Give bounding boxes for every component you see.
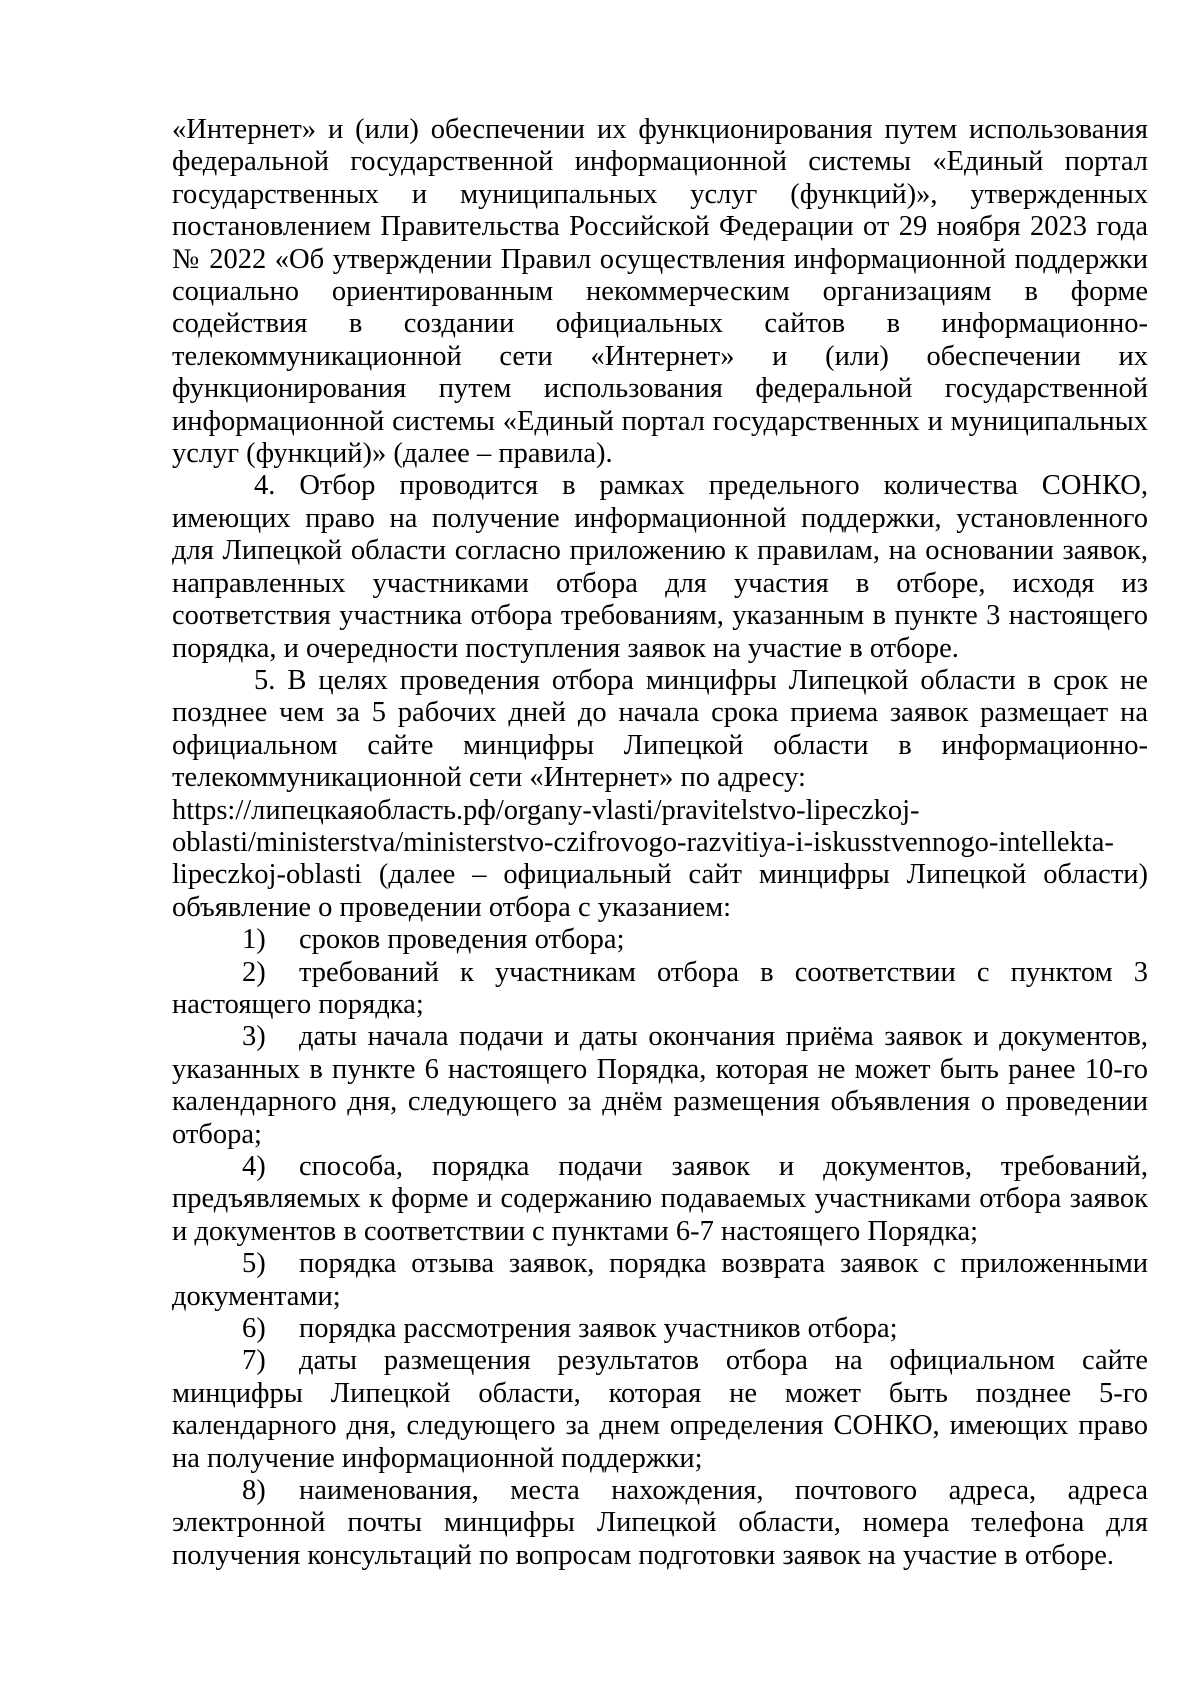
list-item-number: 1) bbox=[242, 924, 266, 956]
paragraph-5-tail: lipeczkoj-oblasti (далее – официальный сайт минцифры Липецкой области) объявление о проведении отбора с указанием: bbox=[172, 859, 1148, 923]
list-item bbox=[172, 1021, 1148, 1151]
document-page bbox=[172, 114, 1148, 1572]
list-item-text: порядка отзыва заявок, порядка возврата заявок с приложенными документами; bbox=[172, 1248, 1148, 1312]
list-item-number: 5) bbox=[242, 1248, 266, 1280]
list-item bbox=[172, 1313, 1148, 1345]
list-item bbox=[172, 1345, 1148, 1475]
paragraph-continuation: «Интернет» и (или) обеспечении их функционирования путем использования федеральной государственной информационной системы «Единый портал государственных и муниципальных услуг (функций)», утвержденных постановлением Правительства Российской Федерации от 29 ноября 2023 года № 2022 «Об утверждении Правил осуществления информационной поддержки социально ориентированным некоммерческим организациям в форме содействия в создании официальных сайтов в информационно-телекоммуникационной сети «Интернет» и (или) обеспечении их функционирования путем использования федеральной государственной информационной системы «Единый портал государственных и муниципальных услуг (функций)» (далее – правила). bbox=[172, 114, 1148, 470]
list-item bbox=[172, 1248, 1148, 1313]
list-item-text: требований к участникам отбора в соответствии с пунктом 3 настоящего порядка; bbox=[172, 956, 1148, 1020]
list-item-number: 7) bbox=[242, 1345, 266, 1377]
list-item bbox=[172, 957, 1148, 1022]
website-url-line-2: oblasti/ministerstva/ministerstvo-czifrovogo-razvitiya-i-iskusstvennogo-intellekta- bbox=[172, 826, 1114, 858]
list-item bbox=[172, 1151, 1148, 1248]
list-item-text: сроков проведения отбора; bbox=[299, 924, 625, 956]
website-url-line-1: https://липецкаяобласть.рф/organy-vlasti/pravitelstvo-lipeczkoj- bbox=[172, 794, 920, 826]
list-item bbox=[172, 1475, 1148, 1572]
list-item-text: даты начала подачи и даты окончания приёма заявок и документов, указанных в пункте 6 настоящего Порядка, которая не может быть ранее 10-го календарного дня, следующего за днём размещения объявления о проведении отбора; bbox=[172, 1021, 1148, 1150]
list-item bbox=[172, 924, 1148, 956]
list-item-number: 8) bbox=[242, 1475, 266, 1507]
list-item-text: способа, порядка подачи заявок и документов, требований, предъявляемых к форме и содержанию подаваемых участниками отбора заявок и документов в соответствии с пунктами 6-7 настоящего Порядка; bbox=[172, 1151, 1148, 1247]
list-item-number: 2) bbox=[242, 956, 266, 988]
list-item-text: порядка рассмотрения заявок участников отбора; bbox=[299, 1313, 898, 1345]
list-item-text: наименования, места нахождения, почтового адреса, адреса электронной почты минцифры Липецкой области, номера телефона для получения консультаций по вопросам подготовки заявок на участие в отборе. bbox=[172, 1475, 1148, 1571]
list-item-number: 3) bbox=[242, 1021, 266, 1053]
paragraph-4: 4. Отбор проводится в рамках предельного количества СОНКО, имеющих право на получение информационной поддержки, установленного для Липецкой области согласно приложению к правилам, на основании заявок, направленных участниками отбора для участия в отборе, исходя из соответствия участника отбора требованиям, указанным в пункте 3 настоящего порядка, и очередности поступления заявок на участие в отборе. bbox=[172, 470, 1148, 664]
list-item-text: даты размещения результатов отбора на официальном сайте минцифры Липецкой области, которая не может быть позднее 5-го календарного дня, следующего за днем определения СОНКО, имеющих право на получение информационной поддержки; bbox=[172, 1345, 1148, 1474]
paragraph-5-intro: 5. В целях проведения отбора минцифры Липецкой области в срок не позднее чем за 5 рабочих дней до начала срока приема заявок размещает на официальном сайте минцифры Липецкой области в информационно-телекоммуникационной сети «Интернет» по адресу: bbox=[172, 664, 1148, 794]
list-item-number: 6) bbox=[242, 1313, 266, 1345]
list-item-number: 4) bbox=[242, 1151, 266, 1182]
